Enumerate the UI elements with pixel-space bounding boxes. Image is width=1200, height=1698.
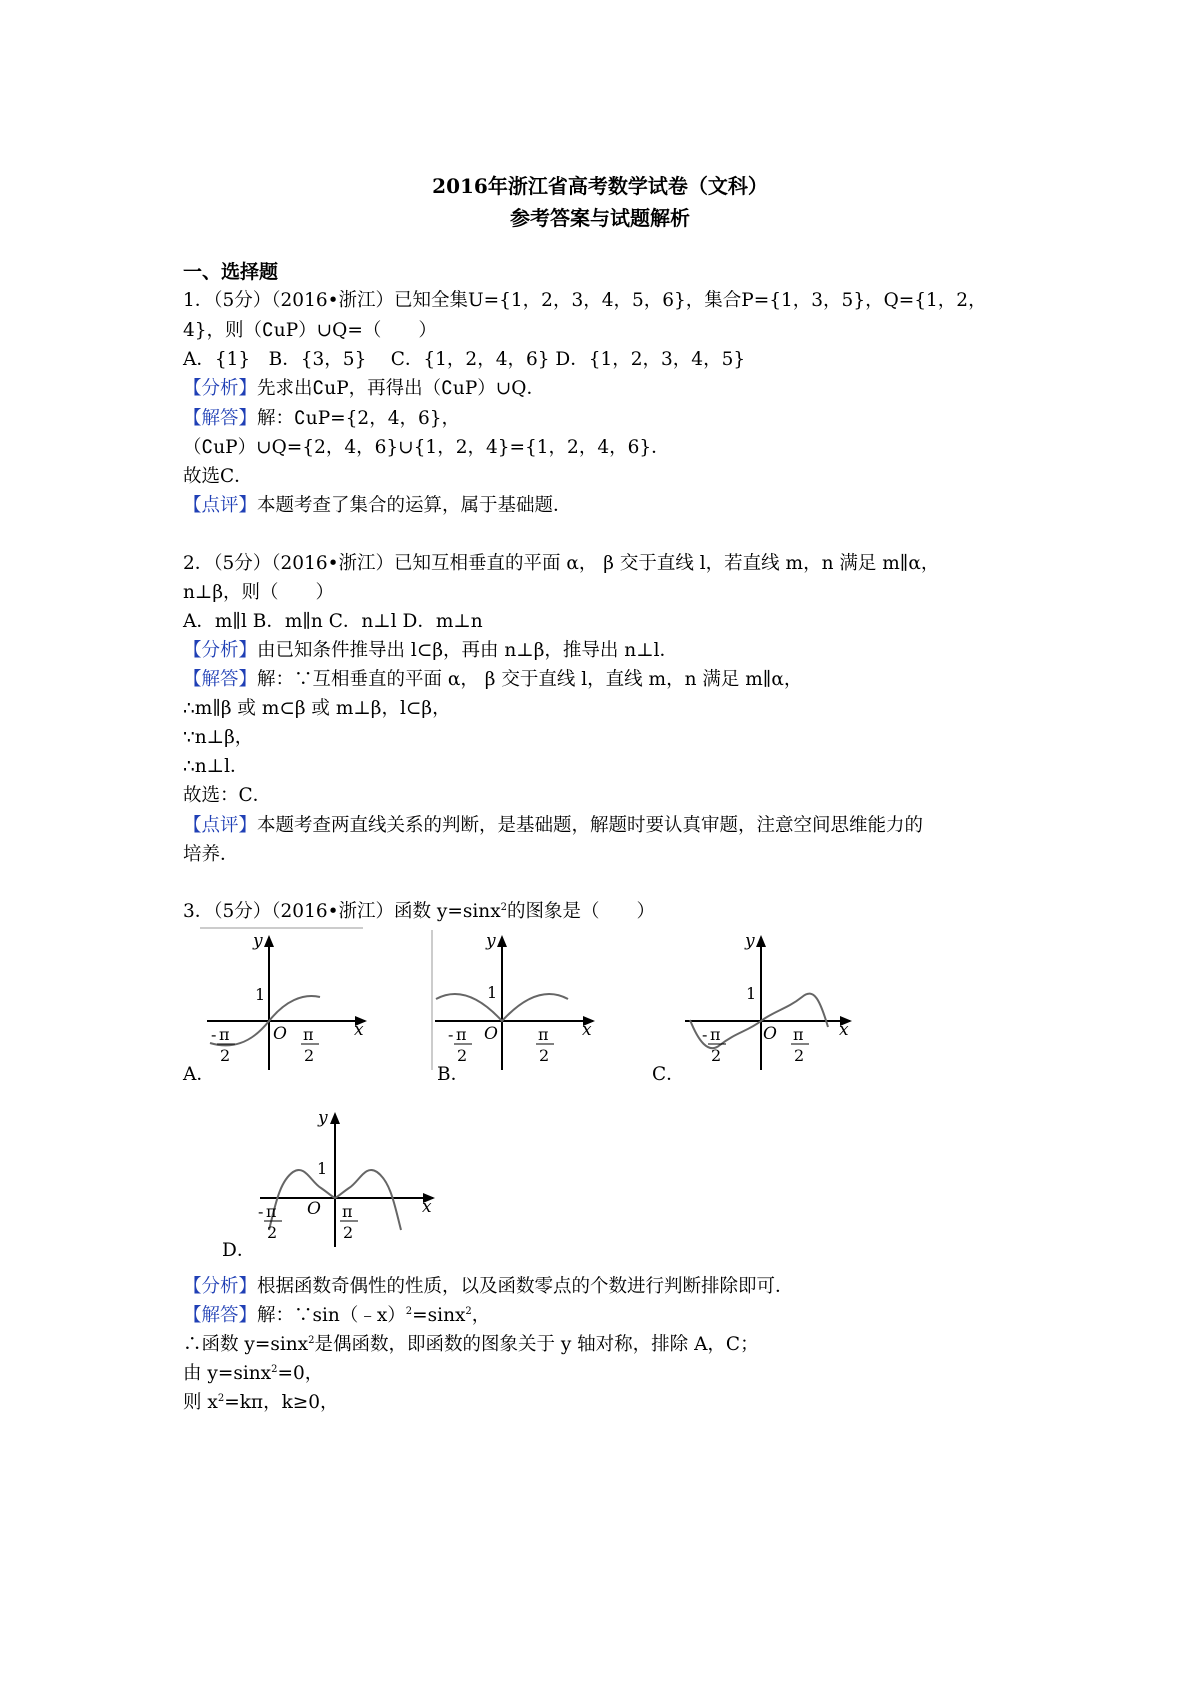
- svg-text:y: y: [745, 931, 755, 951]
- q1-solution: [183, 404, 460, 430]
- section-heading: 一、选择题: [183, 261, 279, 283]
- svg-text:y: y: [253, 931, 263, 951]
- q1-conclusion: 故选C．: [183, 466, 253, 487]
- svg-text:2: 2: [457, 1046, 468, 1065]
- svg-text:x: x: [354, 1020, 364, 1040]
- graph-option-b[interactable]: [430, 925, 630, 1075]
- svg-text:π: π: [219, 1025, 230, 1044]
- svg-text:1: 1: [746, 984, 757, 1003]
- svg-text:O: O: [484, 1024, 498, 1044]
- svg-text:y: y: [486, 931, 496, 951]
- comment-tag: 【点评】: [183, 495, 258, 516]
- q3-step2: ∴函数 y=sinx$^2$是偶函数，即函数的图象关于 y 轴对称，排除 A，C；: [183, 1334, 759, 1355]
- solution-tag: 【解答】: [183, 408, 258, 429]
- q2-step3: ∵n⊥β，: [183, 727, 254, 748]
- q2-analysis-text: 由已知条件推导出 l⊂β，再由 n⊥β，推导出 n⊥l．: [257, 640, 679, 661]
- q1-options: A．{1} B．{3，5} C．{1，2，4，6} D．{1，2，3，4，5}: [183, 349, 746, 370]
- svg-text:2: 2: [794, 1046, 805, 1065]
- q1-stem-line2: 4}，则（∁uP）∪Q=（ ）: [183, 320, 437, 341]
- svg-text:π: π: [538, 1025, 549, 1044]
- svg-text:y: y: [318, 1108, 328, 1128]
- q1-comment: [183, 491, 572, 517]
- svg-text:2: 2: [267, 1223, 278, 1242]
- q2-comment-line2: 培养．: [183, 844, 239, 865]
- q2-stem-line2: n⊥β，则（ ）: [183, 582, 335, 603]
- q1-analysis: [183, 374, 545, 400]
- q2-stem-line1: 2．（5分）（2016•浙江）已知互相垂直的平面 α， β 交于直线 l，若直线 m，n 满足 m∥α，: [183, 553, 940, 574]
- svg-text:π: π: [710, 1025, 721, 1044]
- svg-text:π: π: [342, 1202, 353, 1221]
- svg-text:O: O: [763, 1024, 777, 1044]
- q1-solution-text: 解：∁uP={2，4，6}，: [257, 408, 461, 429]
- svg-text:π: π: [266, 1202, 277, 1221]
- svg-text:1: 1: [487, 983, 498, 1002]
- svg-text:2: 2: [343, 1223, 354, 1242]
- q3-analysis-text: 根据函数奇偶性的性质，以及函数零点的个数进行判断排除即可．: [257, 1276, 794, 1297]
- svg-text:π: π: [793, 1025, 804, 1044]
- q2-solution-text: 解：∵互相垂直的平面 α， β 交于直线 l，直线 m，n 满足 m∥α，: [257, 669, 803, 690]
- q1-step2: （∁uP）∪Q={2，4，6}∪{1，2，4}={1，2，4，6}．: [183, 437, 670, 458]
- page-subtitle: 参考答案与试题解析: [510, 206, 690, 230]
- option-c-label[interactable]: C．: [652, 1064, 685, 1085]
- q3-stem: 3．（5分）（2016•浙江）函数 y=sinx$^2$的图象是（ ）: [183, 901, 656, 922]
- option-b-label[interactable]: B．: [437, 1064, 470, 1085]
- svg-text:π: π: [456, 1025, 467, 1044]
- q2-comment: [183, 811, 923, 837]
- analysis-tag: 【分析】: [183, 640, 258, 661]
- q1-comment-text: 本题考查了集合的运算，属于基础题．: [257, 495, 572, 516]
- q2-solution: [183, 665, 802, 691]
- svg-text:O: O: [307, 1199, 321, 1219]
- q1-analysis-text: 先求出∁uP，再得出（∁uP）∪Q．: [257, 378, 545, 399]
- analysis-tag: 【分析】: [183, 1276, 258, 1297]
- q2-analysis: [183, 636, 678, 662]
- q1-stem-line1: 1．（5分）（2016•浙江）已知全集U={1，2，3，4，5，6}，集合P={1，3，5}，Q={1，2，: [183, 290, 987, 311]
- svg-text:x: x: [582, 1020, 592, 1040]
- option-a-label[interactable]: A．: [183, 1064, 215, 1085]
- option-d-label[interactable]: D．: [222, 1240, 256, 1261]
- svg-text:2: 2: [711, 1046, 722, 1065]
- svg-text:O: O: [273, 1024, 287, 1044]
- svg-text:2: 2: [304, 1046, 315, 1065]
- svg-text:1: 1: [317, 1159, 328, 1178]
- q2-step4: ∴n⊥l．: [183, 756, 249, 777]
- svg-text:2: 2: [220, 1046, 231, 1065]
- q2-conclusion: 故选：C．: [183, 785, 272, 806]
- svg-text:-: -: [702, 1025, 708, 1044]
- svg-text:2: 2: [539, 1046, 550, 1065]
- page-title: 2016年浙江省高考数学试卷（文科）: [432, 174, 768, 198]
- graph-option-d[interactable]: [255, 1102, 455, 1252]
- svg-text:x: x: [422, 1197, 432, 1217]
- q2-comment-text: 本题考查两直线关系的判断，是基础题，解题时要认真审题，注意空间思维能力的: [257, 815, 924, 836]
- svg-text:-: -: [448, 1025, 454, 1044]
- graph-option-a[interactable]: [195, 925, 395, 1075]
- svg-text:-: -: [258, 1202, 264, 1221]
- svg-text:π: π: [303, 1025, 314, 1044]
- graph-option-c[interactable]: [680, 925, 880, 1075]
- q3-solution: 【解答】解：∵sin（﹣x）$^2$=sinx$^2$，: [183, 1305, 491, 1326]
- analysis-tag: 【分析】: [183, 378, 258, 399]
- comment-tag: 【点评】: [183, 815, 258, 836]
- q2-step2: ∴m∥β 或 m⊂β 或 m⊥β，l⊂β，: [183, 698, 451, 719]
- q3-analysis: [183, 1272, 794, 1298]
- q2-options: A．m∥l B．m∥n C．n⊥l D．m⊥n: [183, 611, 483, 632]
- svg-text:-: -: [211, 1025, 217, 1044]
- solution-tag: 【解答】: [183, 1305, 258, 1326]
- q3-step3: 由 y=sinx$^2$=0，: [183, 1363, 324, 1384]
- q3-step4: 则 $x^2=k\pi$，k≥0，: [183, 1392, 339, 1413]
- solution-tag: 【解答】: [183, 669, 258, 690]
- svg-text:1: 1: [255, 985, 266, 1004]
- svg-text:x: x: [839, 1020, 849, 1040]
